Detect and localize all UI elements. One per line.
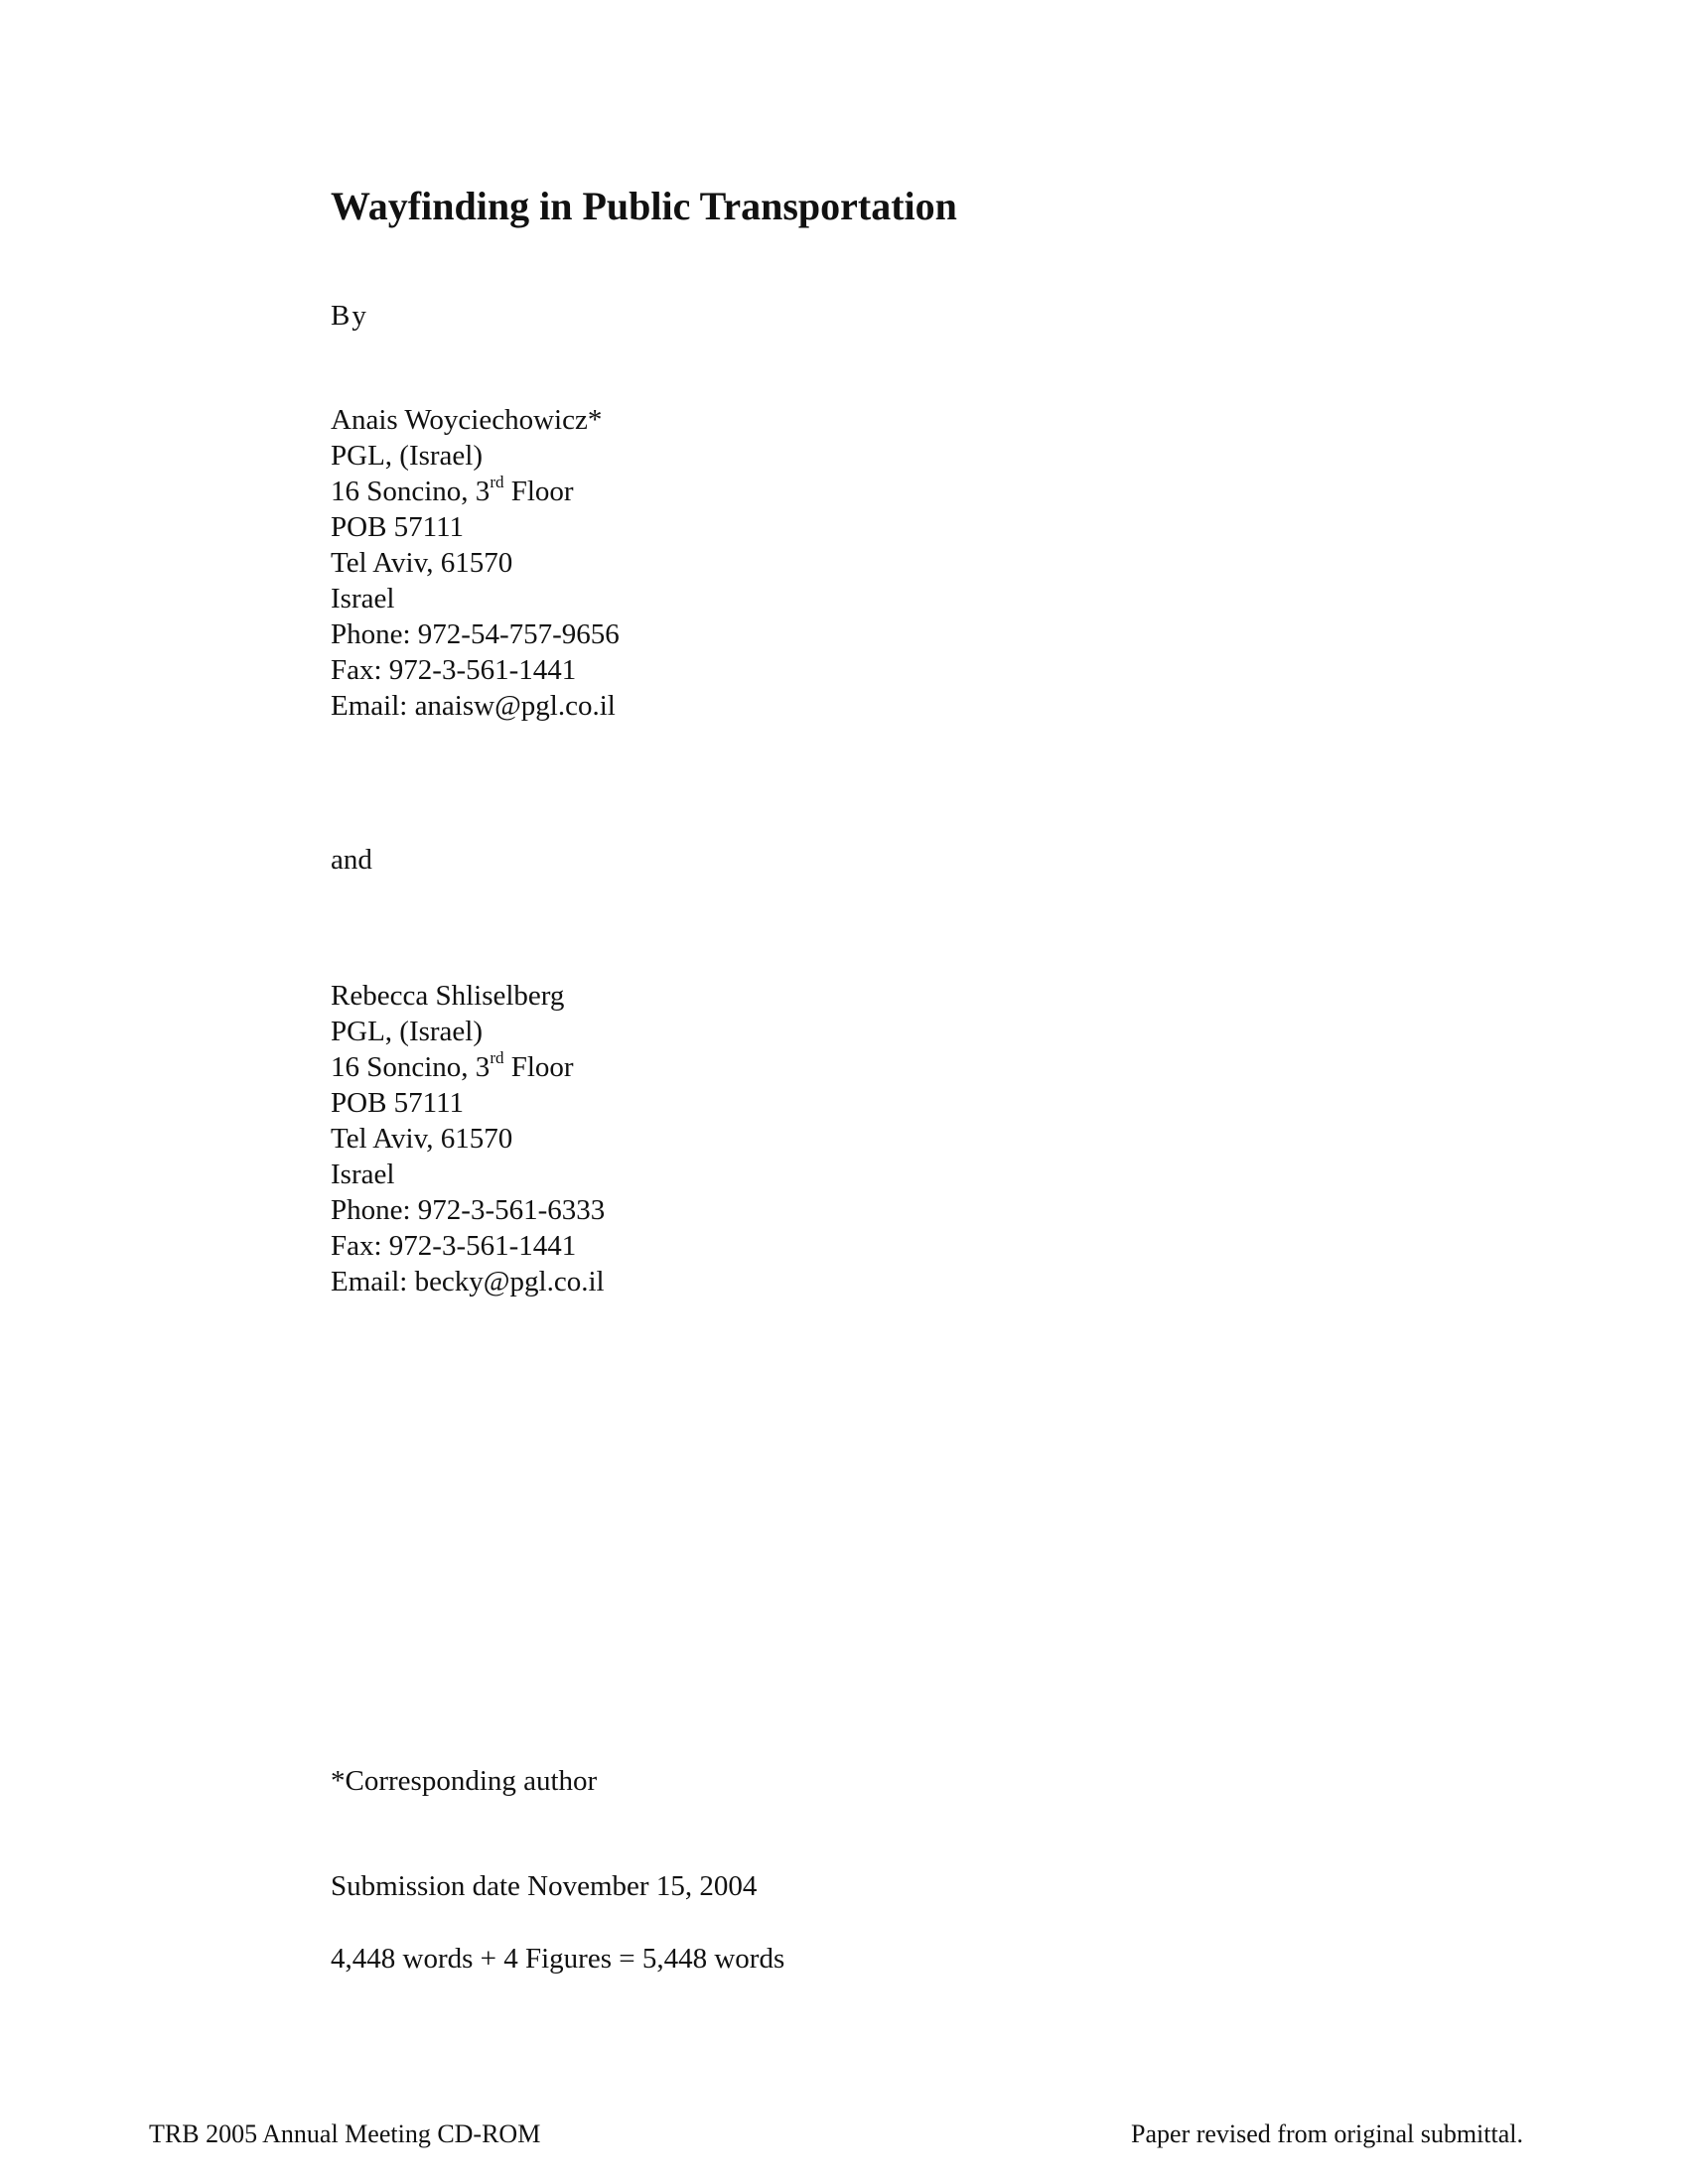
street-prefix: 16 Soncino, 3: [331, 476, 491, 507]
street-prefix: 16 Soncino, 3: [331, 1051, 491, 1083]
author-affiliation: PGL, (Israel): [331, 1016, 484, 1047]
street-superscript: rd: [490, 473, 504, 492]
author-fax: Fax: 972-3-561-1441: [331, 1230, 577, 1262]
author-pob: POB 57111: [331, 1087, 465, 1119]
author-fax: Fax: 972-3-561-1441: [331, 654, 577, 686]
and-label: and: [331, 844, 372, 876]
street-suffix: Floor: [503, 476, 574, 507]
author-country: Israel: [331, 1159, 395, 1190]
author-street: [331, 474, 620, 509]
author-email: Email: becky@pgl.co.il: [331, 1266, 605, 1297]
submission-date: Submission date November 15, 2004: [331, 1870, 758, 1902]
author-city: Tel Aviv, 61570: [331, 547, 513, 579]
author-country: Israel: [331, 583, 395, 614]
corresponding-author-note: *Corresponding author: [331, 1765, 598, 1797]
author-city: Tel Aviv, 61570: [331, 1123, 513, 1155]
author-pob: POB 57111: [331, 511, 465, 543]
author-name: Rebecca Shliselberg: [331, 980, 565, 1012]
footer-right: Paper revised from original submittal.: [1131, 2119, 1523, 2148]
street-suffix: Floor: [503, 1051, 574, 1083]
author-affiliation: PGL, (Israel): [331, 440, 484, 472]
word-count: 4,448 words + 4 Figures = 5,448 words: [331, 1943, 785, 1975]
author-phone: Phone: 972-54-757-9656: [331, 618, 620, 650]
author-name: Anais Woyciechowicz*: [331, 404, 603, 436]
street-superscript: rd: [490, 1048, 504, 1068]
author-street: [331, 1049, 605, 1085]
author-block-2: [331, 978, 605, 1299]
author-phone: Phone: 972-3-561-6333: [331, 1194, 606, 1226]
author-block-1: [331, 402, 620, 724]
footer-left: TRB 2005 Annual Meeting CD-ROM: [149, 2119, 541, 2148]
paper-title: Wayfinding in Public Transportation: [331, 184, 957, 228]
author-email: Email: anaisw@pgl.co.il: [331, 690, 616, 722]
by-label: By: [331, 300, 368, 332]
